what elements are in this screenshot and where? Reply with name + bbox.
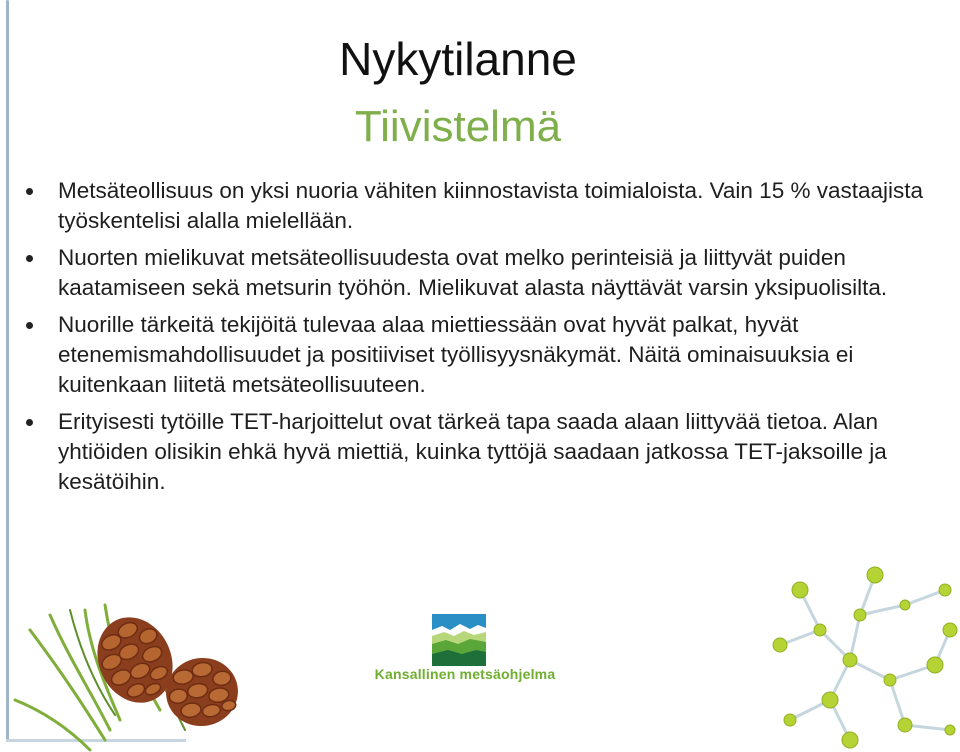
bullet-text: Nuorten mielikuvat metsäteollisuudesta ovat melko perinteisiä ja liittyvät puiden kaatamiseen sekä metsurin työhön. Mielikuvat alasta näyttävät varsin yksipuolisilta. [58, 245, 888, 300]
bullet-dot-icon [26, 322, 33, 329]
bullet-text: Erityisesti tytöille TET-harjoittelut ovat tärkeä tapa saada alaan liittyvää tietoa. Alan yhtiöiden olisikin ehkä hyvä miettiä, kuinka tyttöjä saadaan jatkossa TET-jaksoille ja kesätöihin. [58, 409, 887, 494]
bullet-list [24, 176, 924, 504]
bullet-text: Nuorille tärkeitä tekijöitä tulevaa alaa miettiessään ovat hyvät palkat, hyvät etenemismahdollisuudet ja positiiviset työllisyysnäkymät. Näitä ominaisuuksia ei kuitenkaan liitetä metsäteollisuuteen. [58, 312, 854, 397]
slide-subtitle: Tiivistelmä [354, 102, 562, 151]
pine-cones-icon [10, 590, 270, 752]
bullet-item [24, 243, 924, 303]
logo-text: Kansallinen metsäohjelma [374, 666, 556, 682]
bullet-dot-icon [26, 255, 33, 262]
logo [360, 608, 570, 688]
bullet-text: Metsäteollisuus on yksi nuoria vähiten kiinnostavista toimialoista. Vain 15 % vastaajista työskentelisi alalla mielellään. [58, 178, 924, 233]
bullet-dot-icon [26, 419, 33, 426]
forest-landscape-logo-icon [432, 614, 486, 666]
bullet-item [24, 407, 924, 497]
slide-title: Nykytilanne [339, 33, 577, 85]
bullet-item [24, 176, 924, 236]
molecule-network-icon [740, 560, 960, 752]
bullet-item [24, 310, 924, 400]
bullet-dot-icon [26, 188, 33, 195]
